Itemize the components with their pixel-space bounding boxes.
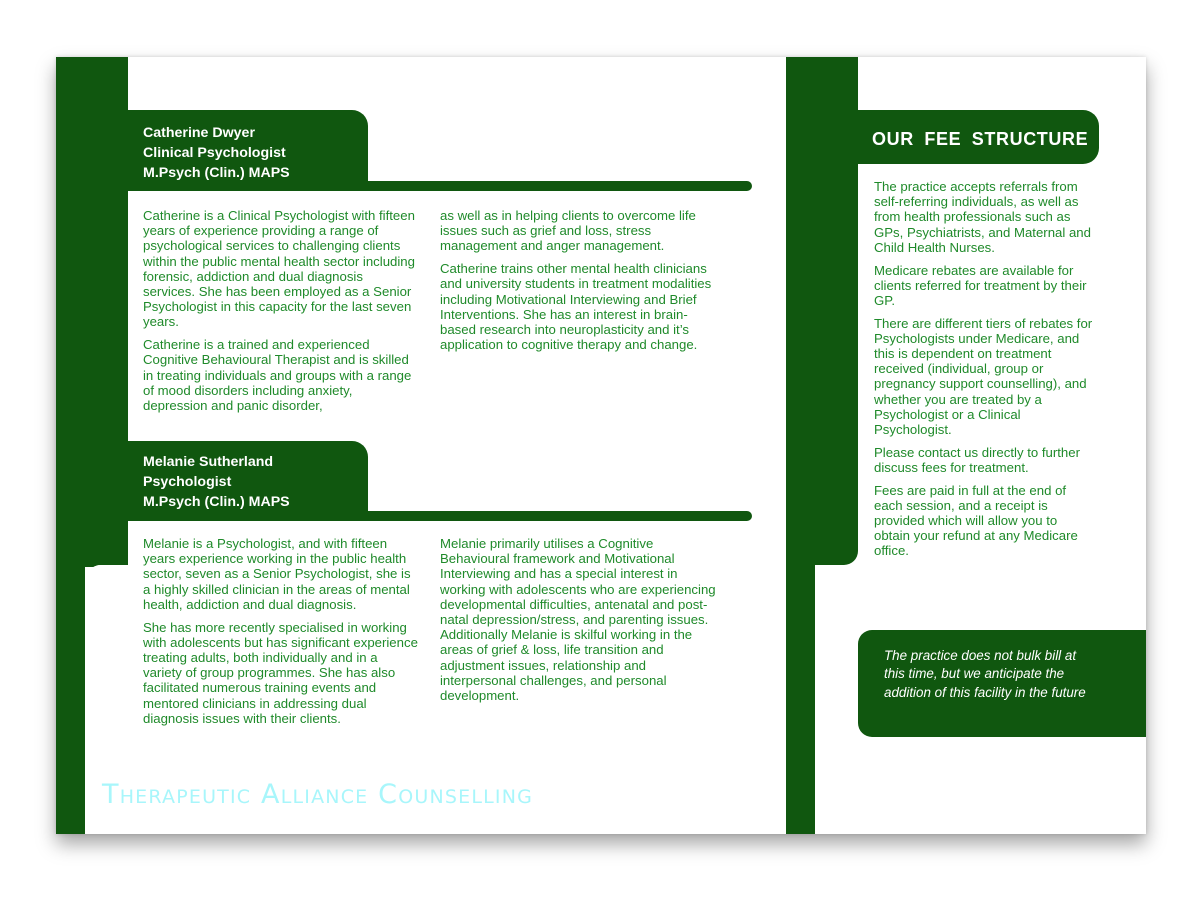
- profile-2-header: [143, 452, 290, 512]
- left-green-strip-wide: [56, 57, 128, 567]
- paragraph: She has more recently specialised in working with adolescents but has significant experience treating adults, both individually and in a variety of group programmes. She has also facilitated numerous training events and mentored clinicians in addressing dual diagnosis issues with their clients.: [143, 619, 418, 726]
- bulk-bill-callout-text: The practice does not bulk bill at this time, but we anticipate the addition of this facility in the future: [884, 648, 1086, 700]
- paragraph: There are different tiers of rebates for Psychologists under Medicare, and this is dependent on treatment received (individual, group or pregnancy support counselling), and whether you are treated by a Psychologist or a Clinical Psychologist.: [874, 315, 1093, 438]
- profile-2-name: Melanie Sutherland: [143, 454, 274, 470]
- paragraph: as well as in helping clients to overcome life issues such as grief and loss, stress management and anger management.: [440, 208, 696, 254]
- left-green-strip-narrow: [56, 557, 85, 834]
- paragraph: Please contact us directly to further discuss fees for treatment.: [874, 444, 1080, 475]
- paragraph: Catherine trains other mental health clinicians and university students in treatment modalities including Motivational Interviewing and Brief Interventions. She has an interest in brain-based research into neuroplasticity and it’s application to cognitive therapy and change.: [440, 261, 712, 353]
- profile-1-title: Clinical Psychologist: [143, 145, 286, 161]
- right-green-strip-narrow: [786, 547, 815, 834]
- brand-name: Therapeutic Alliance Counselling: [102, 779, 534, 810]
- profile-2-column-2: [440, 536, 725, 711]
- profile-2-qualifications: M.Psych (Clin.) MAPS: [143, 494, 290, 510]
- profile-1-qualifications: M.Psych (Clin.) MAPS: [143, 165, 290, 181]
- right-green-strip-wide: [786, 57, 858, 565]
- paragraph: Catherine is a Clinical Psychologist with fifteen years of experience providing a range of psychological services to challenging clients within the public mental health sector including forensic, addiction and dual diagnosis services. She has been employed as a Senior Psychologist in this capacity for the last seven years.: [143, 208, 415, 330]
- top-white-corner: [128, 57, 828, 110]
- brochure-spread: [56, 57, 1146, 834]
- profile-1-name: Catherine Dwyer: [143, 125, 255, 141]
- fee-paragraphs: [874, 179, 1096, 566]
- paragraph: Catherine is a trained and experienced Cognitive Behavioural Therapist and is skilled in treating individuals and groups with a range of mood disorders including anxiety, depression and panic disorder,: [143, 337, 412, 413]
- right-top-white-corner: [858, 57, 1146, 110]
- profile-2-header-bar: [128, 511, 752, 521]
- profile-1-column-2: [440, 208, 720, 360]
- profile-2-strip-step: [85, 521, 128, 565]
- paragraph: Fees are paid in full at the end of each session, and a receipt is provided which will allow you to obtain your refund at any Medicare office.: [874, 482, 1078, 559]
- paragraph: The practice accepts referrals from self-referring individuals, as well as from health professionals such as GPs, Psychiatrists, and Maternal and Child Health Nurses.: [874, 179, 1091, 255]
- paragraph: Melanie is a Psychologist, and with fifteen years experience working in the public health sector, seven as a Senior Psychologist, she is a highly skilled clinician in the areas of mental health, addiction and dual diagnosis.: [143, 536, 411, 612]
- profile-1-header: [143, 123, 290, 183]
- profile-1-column-1: [143, 208, 418, 421]
- profile-2-column-1: [143, 536, 418, 733]
- fee-structure-heading: OUR FEE STRUCTURE: [872, 129, 1089, 149]
- profile-2-title: Psychologist: [143, 474, 232, 490]
- paragraph: Melanie primarily utilises a Cognitive Behavioural framework and Motivational Interviewing and has a special interest in working with adolescents who are experiencing developmental difficulties, antenatal and post-natal depression/stress, and parenting issues. Additionally Melanie is skilful working in the areas of grief & loss, life transition and adjustment issues, relationship and interpersonal challenges, and personal development.: [440, 536, 716, 704]
- paragraph: Medicare rebates are available for clients referred for treatment by their GP.: [874, 262, 1087, 308]
